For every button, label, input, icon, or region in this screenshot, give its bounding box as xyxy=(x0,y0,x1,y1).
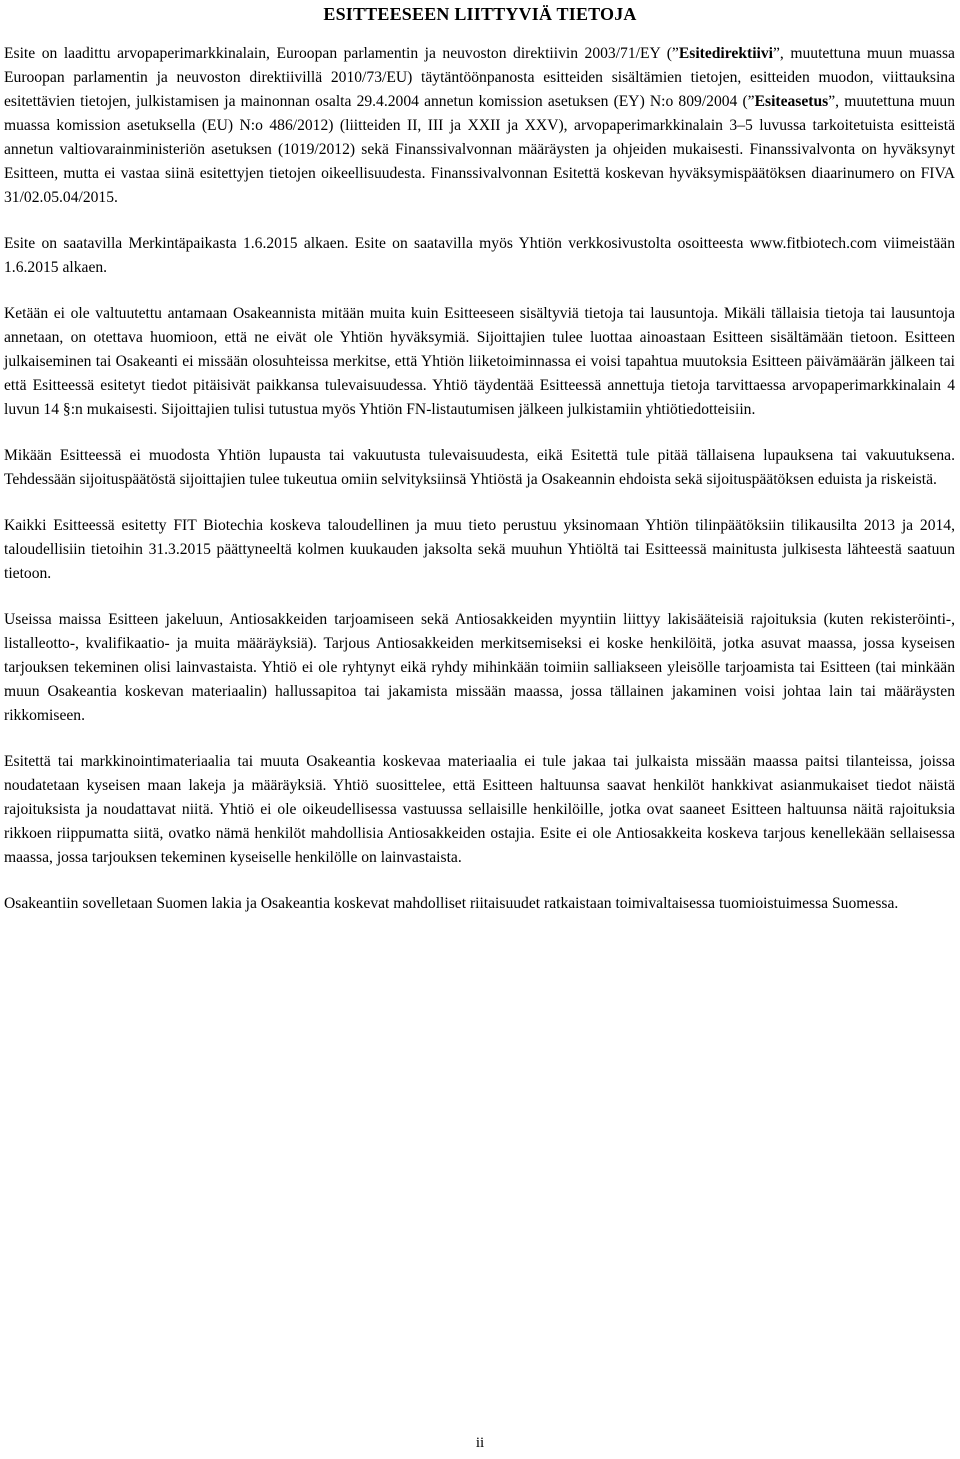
paragraph-availability: Esite on saatavilla Merkintäpaikasta 1.6.2015 alkaen. Esite on saatavilla myös Yhtiön verkkosivustolta osoitteesta www.fitbiotech.com viimeistään 1.6.2015 alkaen. xyxy=(4,235,955,276)
paragraph-no-promise: Mikään Esitteessä ei muodosta Yhtiön lupausta tai vakuutusta tulevaisuudesta, eikä Esitettä tule pitää tällaisena lupauksena tai vakuutuksena. Tehdessään sijoituspäätöstä sijoittajien tulee tukeutua omiin selvityksiinsä Yhtiöstä ja Osakeannin ehdoista sekä sijoituspäätöksen eduista ja riskeistä. xyxy=(4,447,955,488)
page-number: ii xyxy=(475,1435,485,1451)
defined-term-esitedirektiivi: Esitedirektiivi xyxy=(678,45,773,62)
paragraph-legal-basis xyxy=(4,42,955,210)
paragraph-text: ”, muutettuna muun muassa Euroopan parlamentin ja neuvoston direktiivillä 2010/73/EU) täytäntöönpanosta esitteiden sisältämien tietojen, esitteiden muodon, viittauksina esitettävien tietojen, julkistamisen ja mainonnan osalta 29.4.2004 annetun komission asetuksen (EY) N:o 809/2004 (” xyxy=(4,45,955,110)
paragraph-text: Esite on laadittu arvopaperimarkkinalain, Euroopan parlamentin ja neuvoston direktiivin 2003/71/EY (” xyxy=(4,45,679,62)
document-body xyxy=(4,42,955,938)
paragraph-marketing-material: Esitettä tai markkinointimateriaalia tai muuta Osakeantia koskevaa materiaalia ei tule jakaa tai julkaista missään maassa paitsi tilanteissa, joissa noudatetaan kyseisen maan lakeja ja määräyksiä. Yhtiö suosittelee, että Esitteen haltuunsa saavat henkilöt hankkivat asianmukaiset tiedot näistä rajoituksista ja noudattavat niitä. Yhtiö ei ole oikeudellisessa vastuussa sellaisille henkilöille, jotka ovat saaneet Esitteen haltuunsa näitä rajoituksia rikkoen riippumatta siitä, ovatko nämä henkilöt mahdollisia Antiosakkeiden ostajia. Esite ei ole Antiosakkeita koskeva tarjous kenellekään sellaisessa maassa, jossa tarjouksen tekeminen kyseiselle henkilölle on lainvastaista. xyxy=(4,753,955,866)
paragraph-text: ”, muutettuna muun muassa komission asetuksella (EU) N:o 486/2012) (liitteiden II, III ja XXII ja XXV), arvopaperimarkkinalain 3–5 luvussa tarkoitetuista esitteistä annetun valtiovarainministeriön asetuksen (1019/2012) sekä Finanssivalvonnan määräysten ja ohjeiden mukaisesti. Finanssivalvonta on hyväksynyt Esitteen, mutta ei vastaa siinä esitettyjen tietojen oikeellisuudesta. Finanssivalvonnan Esitettä koskevan hyväksymispäätöksen diaarinumero on FIVA 31/02.05.04/2015. xyxy=(4,93,956,206)
defined-term-esiteasetus: Esiteasetus xyxy=(754,93,829,110)
paragraph-authorized-information: Ketään ei ole valtuutettu antamaan Osakeannista mitään muita kuin Esitteeseen sisältyviä tietoja tai lausuntoja. Mikäli tällaisia tietoja tai lausuntoja annetaan, on otettava huomioon, että ne eivät ole Yhtiön hyväksymiä. Sijoittajien tulee luottaa ainoastaan Esitteen sisältämään tietoon. Esitteen julkaiseminen tai Osakeanti ei missään olosuhteissa merkitse, että Yhtiön liiketoiminnassa ei voisi tapahtua muutoksia Esitteen päivämäärän jälkeen tai että Esitteessä esitetyt tiedot pitäisivät paikkansa tulevaisuudessa. Yhtiö täydentää Esitteessä annettuja tietoja tarvittaessa arvopaperimarkkinalain 4 luvun 14 §:n mukaisesti. Sijoittajien tulisi tutustua myös Yhtiön FN-listautumisen jälkeen julkistamiin yhtiötiedotteisiin. xyxy=(4,305,955,418)
paragraph-governing-law: Osakeantiin sovelletaan Suomen lakia ja Osakeantia koskevat mahdolliset riitaisuudet ratkaistaan toimivaltaisessa tuomioistuimessa Suomessa. xyxy=(4,895,899,912)
paragraph-distribution-restrictions: Useissa maissa Esitteen jakeluun, Antiosakkeiden tarjoamiseen sekä Antiosakkeiden myyntiin liittyy lakisääteisiä rajoituksia (kuten rekisteröinti-, listalleotto-, kvalifikaatio- ja muita määräyksiä). Tarjous Antiosakkeiden merkitsemiseksi ei koske henkilöitä, jotka asuvat maassa, jossa kyseisen tarjouksen tekeminen olisi lainvastaista. Yhtiö ei ole ryhtynyt eikä ryhdy mihinkään toimiin salliakseen yleisölle tarjoamista tai Esitteen (tai minkään muun Osakeantia koskevan materiaalin) hallussapitoa tai jakamista missään maassa, jossa tällainen jakaminen voisi johtaa lain tai määräysten rikkomiseen. xyxy=(4,611,955,724)
paragraph-financial-information: Kaikki Esitteessä esitetty FIT Biotechia koskeva taloudellinen ja muu tieto perustuu yksinomaan Yhtiön tilinpäätöksiin tilikausilta 2013 ja 2014, taloudellisiin tietoihin 31.3.2015 päättyneeltä kolmen kuukauden jaksolta sekä muuhun Yhtiöltä tai Esitteessä mainitusta julkisesta lähteestä saatuun tietoon. xyxy=(4,517,955,582)
section-heading: ESITTEESEEN LIITTYVIÄ TIETOJA xyxy=(323,4,637,24)
